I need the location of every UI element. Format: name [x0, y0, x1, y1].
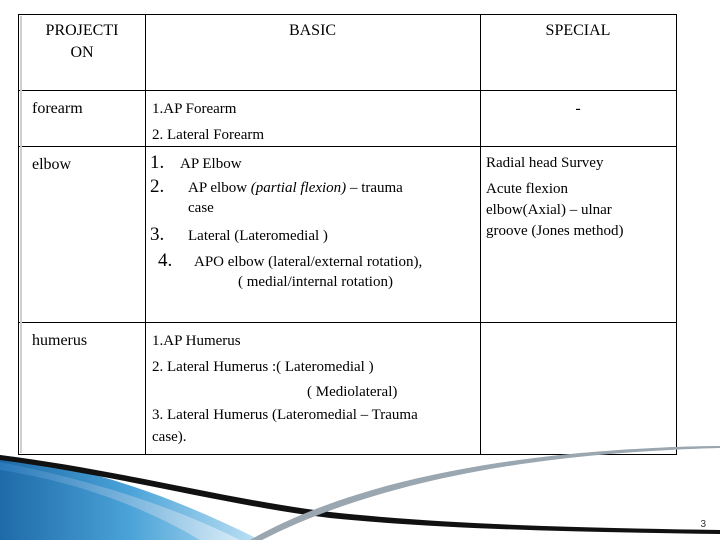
humerus-basic-line-5: case). [152, 429, 187, 445]
elbow-basic-item-4-cont: ( medial/internal rotation) [238, 274, 393, 290]
row-forearm-special: - [575, 100, 581, 117]
header-projection-line2: ON [70, 43, 94, 61]
forearm-basic-item-2: 2. Lateral Forearm [152, 127, 265, 143]
elbow-item-1-text: AP Elbow [180, 156, 242, 172]
elbow-item-1-number: 1. [150, 152, 165, 173]
elbow-item-2-italic: (partial flexion) [250, 180, 347, 196]
elbow-item-2-text-b: – trauma [346, 180, 403, 196]
humerus-basic-line-2: 2. Lateral Humerus :( Lateromedial ) [152, 359, 374, 375]
elbow-item-4-number: 4. [158, 250, 173, 271]
forearm-basic-item-1: 1.AP Forearm [152, 101, 237, 117]
header-projection-line1: PROJECTI [45, 22, 119, 39]
elbow-basic-item-2-cont: case [188, 200, 214, 216]
row-forearm-projection: forearm [32, 100, 83, 117]
elbow-special-line-3: elbow(Axial) – ulnar [486, 202, 612, 218]
page-number: 3 [700, 519, 706, 530]
humerus-basic-line-4: 3. Lateral Humerus (Lateromedial – Trauma [152, 407, 418, 423]
elbow-item-4-text: APO elbow (lateral/external rotation), [194, 254, 423, 270]
humerus-basic-line-1: 1.AP Humerus [152, 333, 241, 349]
elbow-item-2-number: 2. [150, 176, 165, 197]
row-humerus-projection: humerus [32, 332, 88, 349]
elbow-special-line-1: Radial head Survey [486, 155, 604, 171]
elbow-item-3-text: Lateral (Lateromedial ) [188, 228, 328, 244]
elbow-item-2-text-a: AP elbow [188, 180, 251, 196]
header-special: SPECIAL [545, 22, 611, 39]
elbow-item-3-number: 3. [150, 224, 165, 245]
humerus-basic-line-3: ( Mediolateral) [307, 384, 398, 400]
header-basic: BASIC [288, 22, 337, 39]
elbow-special-line-2: Acute flexion [486, 181, 569, 197]
elbow-special-line-4: groove (Jones method) [486, 223, 624, 239]
row-elbow-projection: elbow [32, 156, 72, 173]
